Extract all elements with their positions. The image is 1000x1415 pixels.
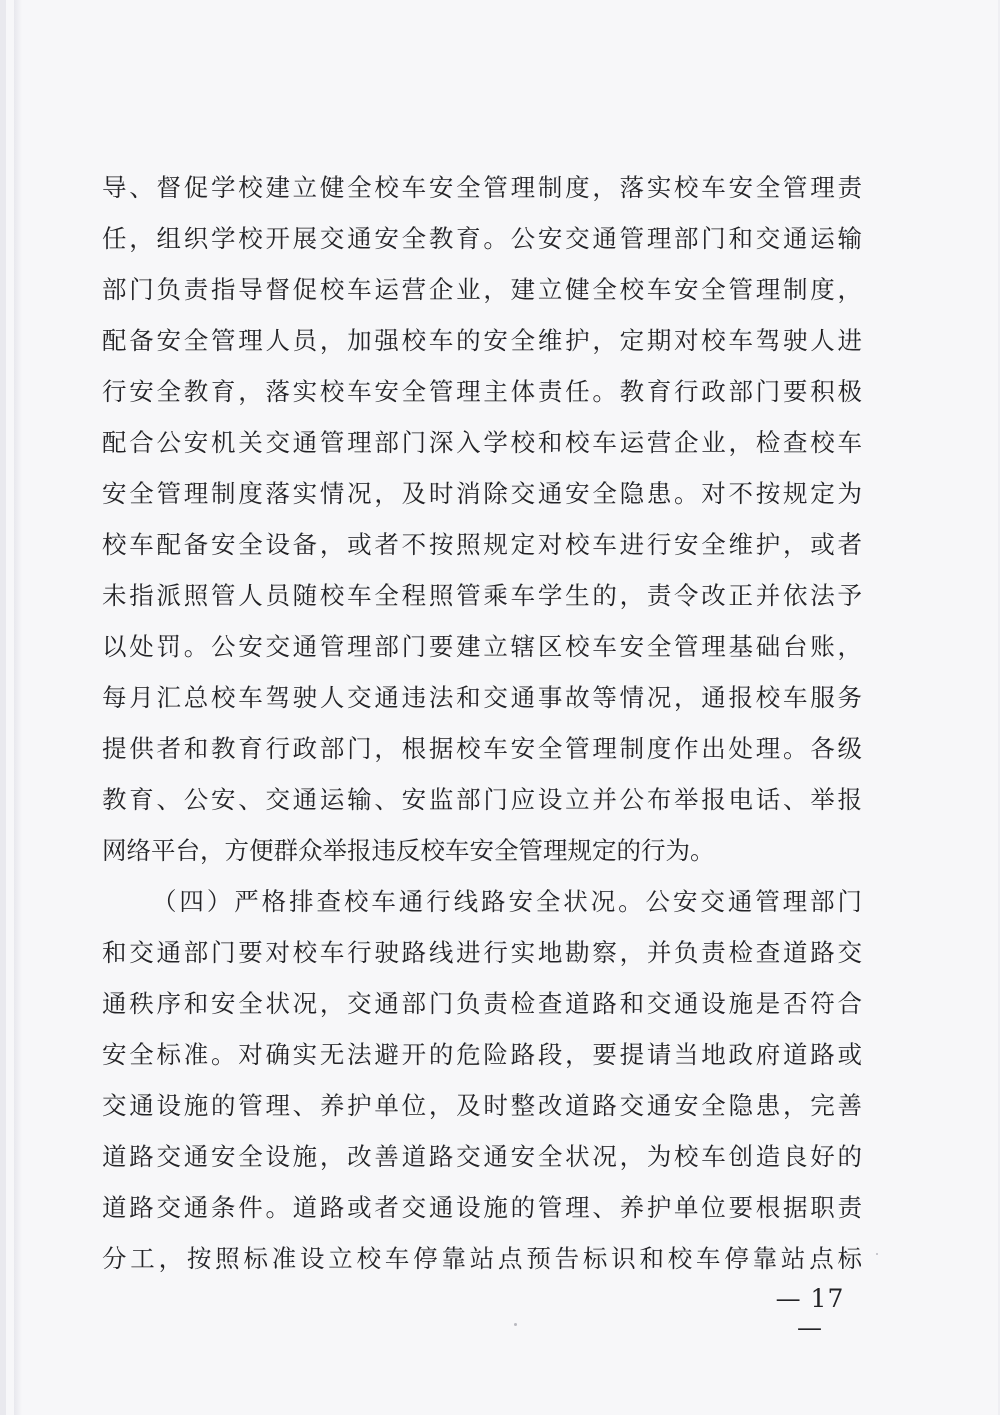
text-line: 道路交通条件。道路或者交通设施的管理、养护单位要根据职责 [102,1193,862,1222]
binding-shadow [14,0,22,1415]
text-line: 配备安全管理人员，加强校车的安全维护，定期对校车驾驶人进 [102,326,862,355]
text-line: 分工，按照标准设立校车停靠站点预告标识和校车停靠站点标 [102,1244,862,1273]
text-line: 校车配备安全设备，或者不按照规定对校车进行安全维护，或者 [102,530,862,559]
text-line: 行安全教育，落实校车安全管理主体责任。教育行政部门要积极 [102,377,862,406]
page-number: — 17 — [775,1284,845,1342]
text-line: 通秩序和安全状况，交通部门负责检查道路和交通设施是否符合 [102,989,862,1018]
scan-speck [876,1253,878,1255]
text-line: 配合公安机关交通管理部门深入学校和校车运营企业，检查校车 [102,428,862,457]
body-text [102,162,862,1284]
text-line: 任，组织学校开展交通安全教育。公安交通管理部门和交通运输 [102,224,862,253]
text-line: 安全标准。对确实无法避开的危险路段，要提请当地政府道路或 [102,1040,862,1069]
scan-speck [514,1323,517,1326]
text-line: 未指派照管人员随校车全程照管乘车学生的，责令改正并依法予 [102,581,862,610]
section-heading-line: （四）严格排查校车通行线路安全状况。公安交通管理部门 [152,887,862,916]
text-line: 每月汇总校车驾驶人交通违法和交通事故等情况，通报校车服务 [102,683,862,712]
text-line: 导、督促学校建立健全校车安全管理制度，落实校车安全管理责 [102,173,862,202]
text-line: 和交通部门要对校车行驶路线进行实地勘察，并负责检查道路交 [102,938,862,967]
text-line: 交通设施的管理、养护单位，及时整改道路交通安全隐患，完善 [102,1091,862,1120]
text-line: 道路交通安全设施，改善道路交通安全状况，为校车创造良好的 [102,1142,862,1171]
text-line: 以处罚。公安交通管理部门要建立辖区校车安全管理基础台账， [102,632,862,661]
text-line: 安全管理制度落实情况，及时消除交通安全隐患。对不按规定为 [102,479,862,508]
text-line: 部门负责指导督促校车运营企业，建立健全校车安全管理制度， [102,275,862,304]
text-line: 网络平台，方便群众举报违反校车安全管理规定的行为。 [102,836,715,865]
text-line: 教育、公安、交通运输、安监部门应设立并公布举报电话、举报 [102,785,862,814]
text-line: 提供者和教育行政部门，根据校车安全管理制度作出处理。各级 [102,734,862,763]
